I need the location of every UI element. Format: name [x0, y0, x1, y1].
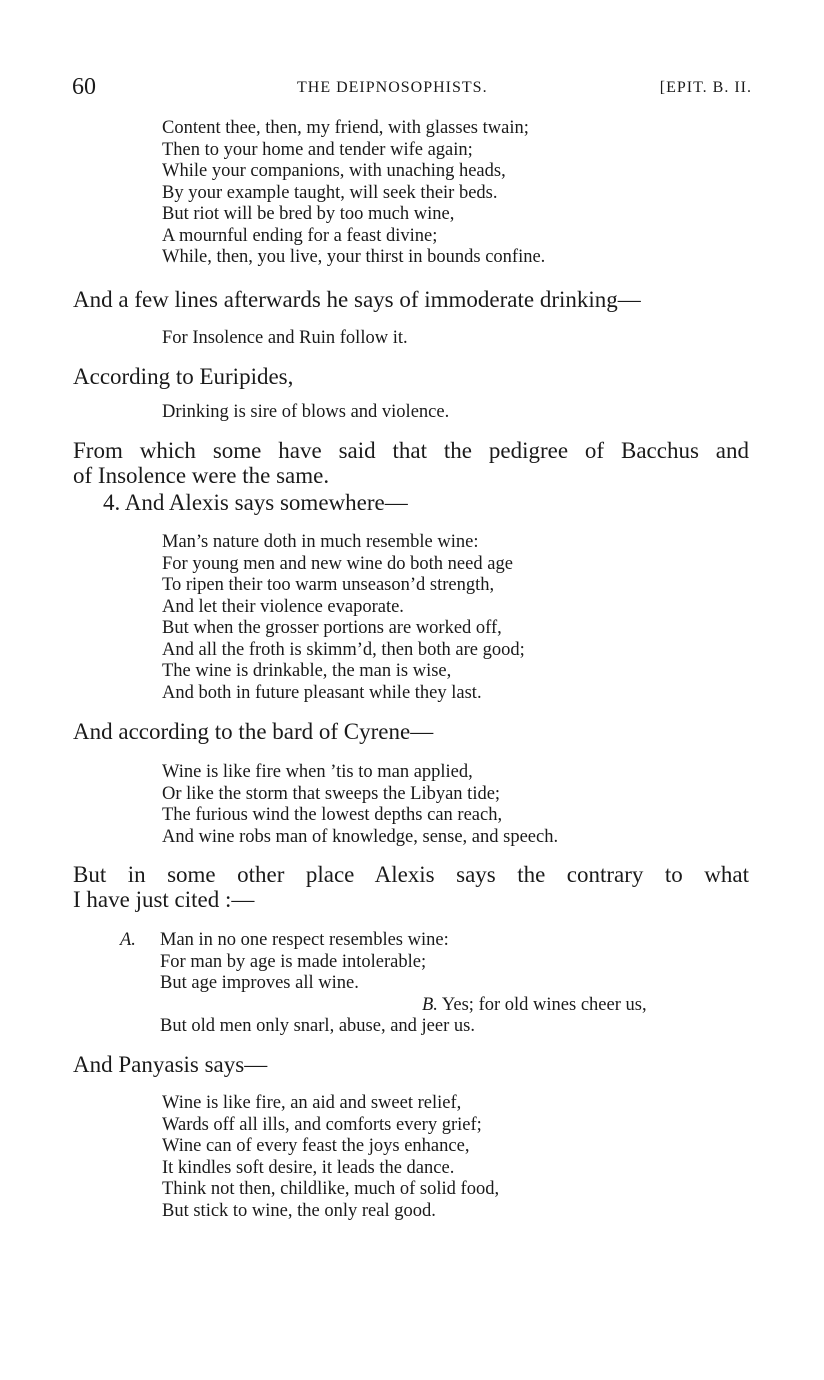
verse-line: But stick to wine, the only real good. [162, 1200, 436, 1221]
verse-line: Man’s nature doth in much resemble wine: [162, 532, 479, 552]
quote-line: For Insolence and Ruin follow it. [162, 328, 408, 348]
running-title: THE DEIPNOSOPHISTS. [297, 79, 488, 96]
page-header [72, 74, 752, 104]
verse-line: Wine is like fire when ’tis to man applied, [162, 762, 473, 782]
dialogue-text: But age improves all wine. [160, 973, 359, 993]
verse-line: And all the froth is skimm’d, then both are good; [162, 639, 525, 660]
prose-paragraph [73, 862, 749, 912]
verse-line: Content thee, then, my friend, with glasses twain; [162, 118, 529, 138]
quote-line: Drinking is sire of blows and violence. [162, 402, 450, 422]
dialogue-text: But old men only snarl, abuse, and jeer us. [160, 1016, 475, 1036]
verse-line: Then to your home and tender wife again; [162, 139, 473, 160]
dialogue-text: For man by age is made intolerable; [160, 951, 427, 972]
prose-line: From which some have said that the pedigree of Bacchus and [73, 438, 749, 463]
speaker-label: B. [422, 994, 438, 1015]
prose-paragraph: According to Euripides, [73, 364, 294, 389]
verse-line: The furious wind the lowest depths can reach, [162, 805, 503, 825]
verse-line: For young men and new wine do both need age [162, 553, 513, 574]
dialogue-line [120, 973, 647, 995]
prose-paragraph: And according to the bard of Cyrene— [73, 719, 434, 744]
verse-line: But riot will be bred by too much wine, [162, 204, 455, 224]
verse-line: The wine is drinkable, the man is wise, [162, 661, 452, 681]
dialogue-text: Man in no one respect resembles wine: [160, 930, 449, 950]
prose-line: of Insolence were the same. [73, 463, 330, 488]
verse-block-4 [162, 1093, 499, 1222]
prose-paragraph: And Panyasis says— [73, 1052, 268, 1077]
verse-line: While your companions, with unaching heads, [162, 161, 506, 181]
verse-block-2 [162, 532, 525, 704]
verse-line: Think not then, childlike, much of solid food, [162, 1179, 500, 1199]
verse-line: But when the grosser portions are worked off, [162, 618, 502, 638]
prose-paragraph [73, 438, 749, 488]
verse-block-1 [162, 118, 545, 269]
dialogue-line [422, 995, 647, 1017]
verse-line: Or like the storm that sweeps the Libyan tide; [162, 783, 501, 804]
verse-line: To ripen their too warm unseason’d strength, [162, 575, 495, 595]
dialogue-text: Yes; for old wines cheer us, [441, 994, 647, 1015]
verse-line: Wine is like fire, an aid and sweet relief, [162, 1093, 462, 1113]
prose-paragraph: And a few lines afterwards he says of immoderate drinking— [73, 287, 641, 312]
dialogue-line [120, 952, 647, 974]
verse-line: Wine can of every feast the joys enhance, [162, 1136, 470, 1156]
prose-line: But in some other place Alexis says the contrary to what [73, 862, 749, 887]
prose-line: I have just cited :— [73, 887, 255, 912]
verse-line: By your example taught, will seek their beds. [162, 182, 498, 203]
verse-line: And let their violence evaporate. [162, 596, 404, 617]
verse-line: A mournful ending for a feast divine; [162, 225, 438, 246]
speaker-label: A. [120, 930, 136, 950]
dialogue-line [120, 1016, 647, 1038]
verse-line: While, then, you live, your thirst in bounds confine. [162, 247, 546, 267]
dialogue-block [120, 930, 647, 1038]
verse-line: It kindles soft desire, it leads the dance. [162, 1157, 455, 1178]
section-reference: [EPIT. B. II. [659, 79, 752, 96]
prose-paragraph: 4. And Alexis says somewhere— [103, 490, 408, 515]
page-number: 60 [72, 74, 96, 100]
verse-line: And wine robs man of knowledge, sense, and speech. [162, 826, 559, 847]
dialogue-line [120, 930, 647, 952]
verse-line: And both in future pleasant while they last. [162, 682, 482, 703]
verse-block-3 [162, 762, 558, 848]
verse-line: Wards off all ills, and comforts every grief; [162, 1114, 482, 1135]
